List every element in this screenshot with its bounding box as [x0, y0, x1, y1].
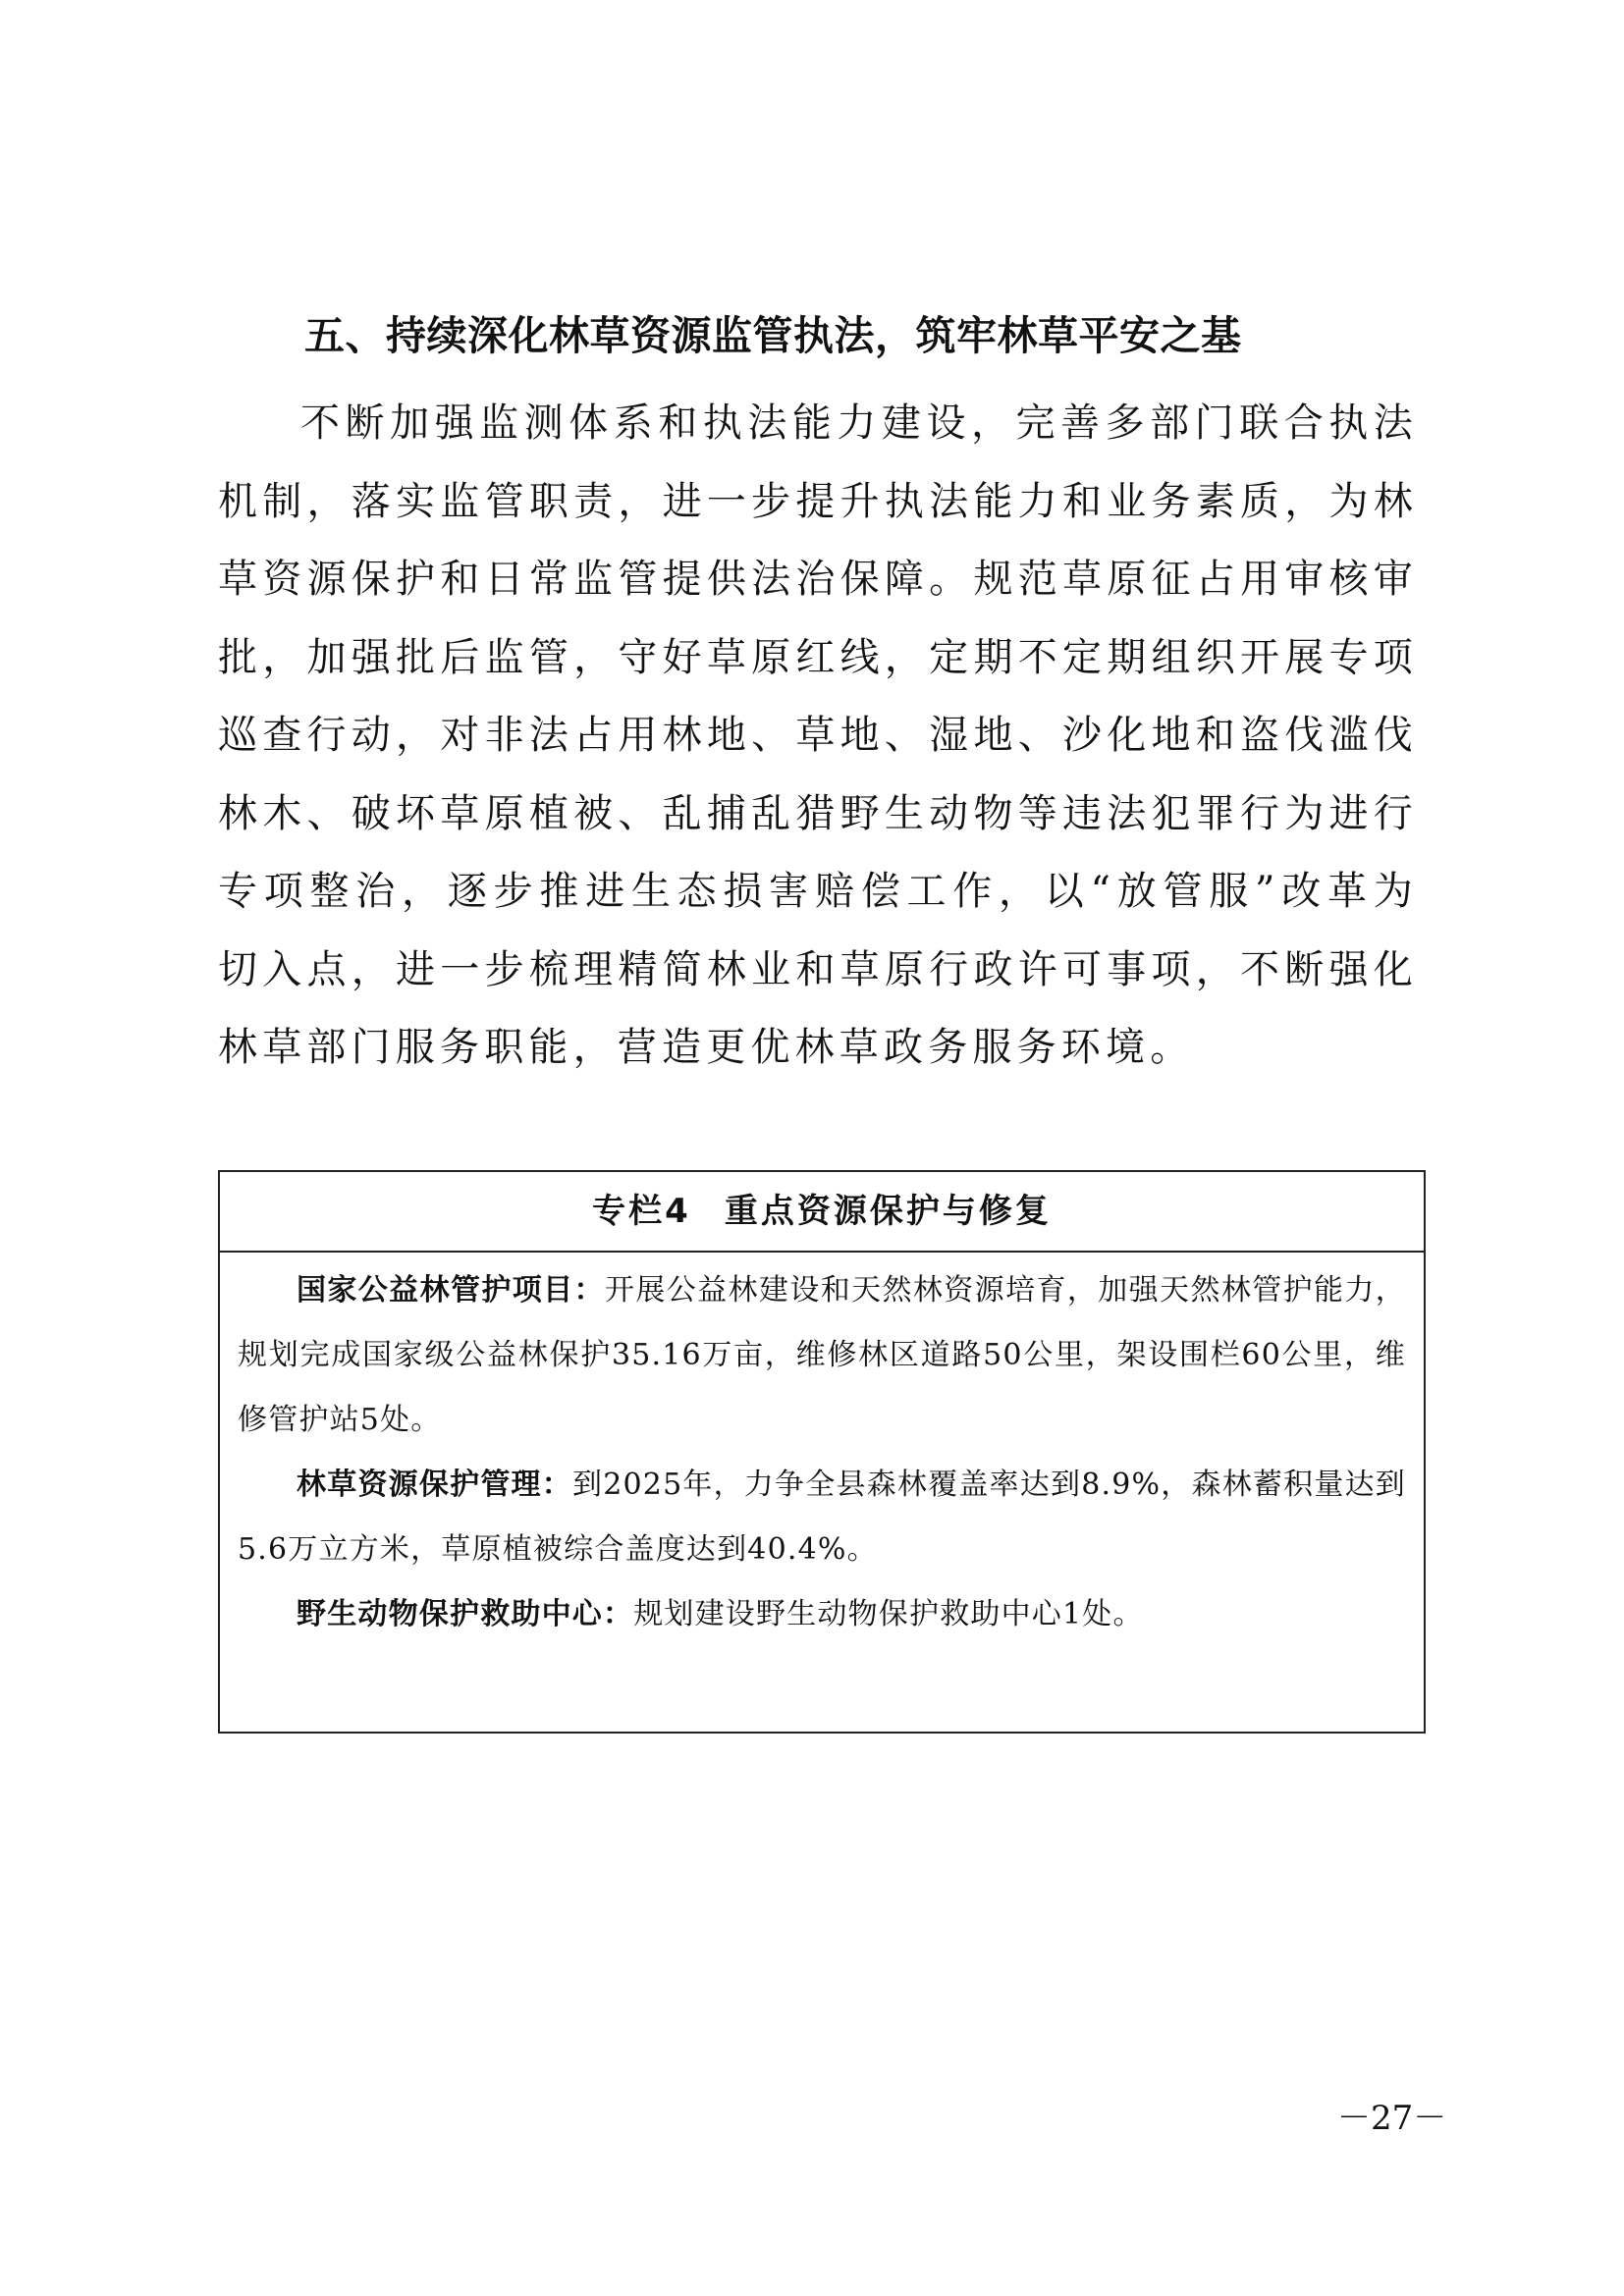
column-item-public-forest — [238, 1258, 1406, 1453]
section-paragraph: 不断加强监测体系和执法能力建设，完善多部门联合执法机制，落实监管职责，进一步提升执法能力和业务素质，为林草资源保护和日常监管提供法治保障。规范草原征占用审核审批，加强批后监管，守好草原红线，定期不定期组织开展专项巡查行动，对非法占用林地、草地、湿地、沙化地和盗伐滥伐林木、破坏草原植被、乱捕乱猎野生动物等违法犯罪行为进行专项整治，逐步推进生态损害赔偿工作，以“放管服”改革为切入点，进一步梳理精简林业和草原行政许可事项，不断强化林草部门服务职能，营造更优林草政务服务环境。 — [218, 400, 1418, 1070]
column-item-text: 到2025年，力争全县森林覆盖率达到8.9%，森林蓄积量达到5.6万立方米，草原植被综合盖度达到40.4%。 — [238, 1468, 1406, 1567]
section-heading: 五、持续深化林草资源监管执法，筑牢林草平安之基 — [304, 312, 1242, 359]
column-item-lead: 野生动物保护救助中心： — [297, 1597, 634, 1631]
column-item-wildlife-center — [238, 1582, 1406, 1647]
column-item-resource-management — [238, 1453, 1406, 1582]
column-item-lead: 林草资源保护管理： — [297, 1468, 572, 1502]
column-box-title — [220, 1172, 1424, 1253]
page-number: －27－ — [1337, 2099, 1447, 2138]
column-box-body — [220, 1253, 1424, 1647]
column-box-label: 专栏4 — [592, 1192, 691, 1231]
column-box — [218, 1170, 1426, 1734]
column-item-text: 开展公益林建设和天然林资源培育，加强天然林管护能力，规划完成国家级公益林保护35.16万亩，维修林区道路50公里，架设围栏60公里，维修管护站5处。 — [238, 1273, 1407, 1437]
column-item-text: 规划建设野生动物保护救助中心1处。 — [633, 1597, 1144, 1631]
column-box-title-text: 重点资源保护与修复 — [724, 1192, 1052, 1231]
column-item-lead: 国家公益林管护项目： — [297, 1273, 605, 1308]
